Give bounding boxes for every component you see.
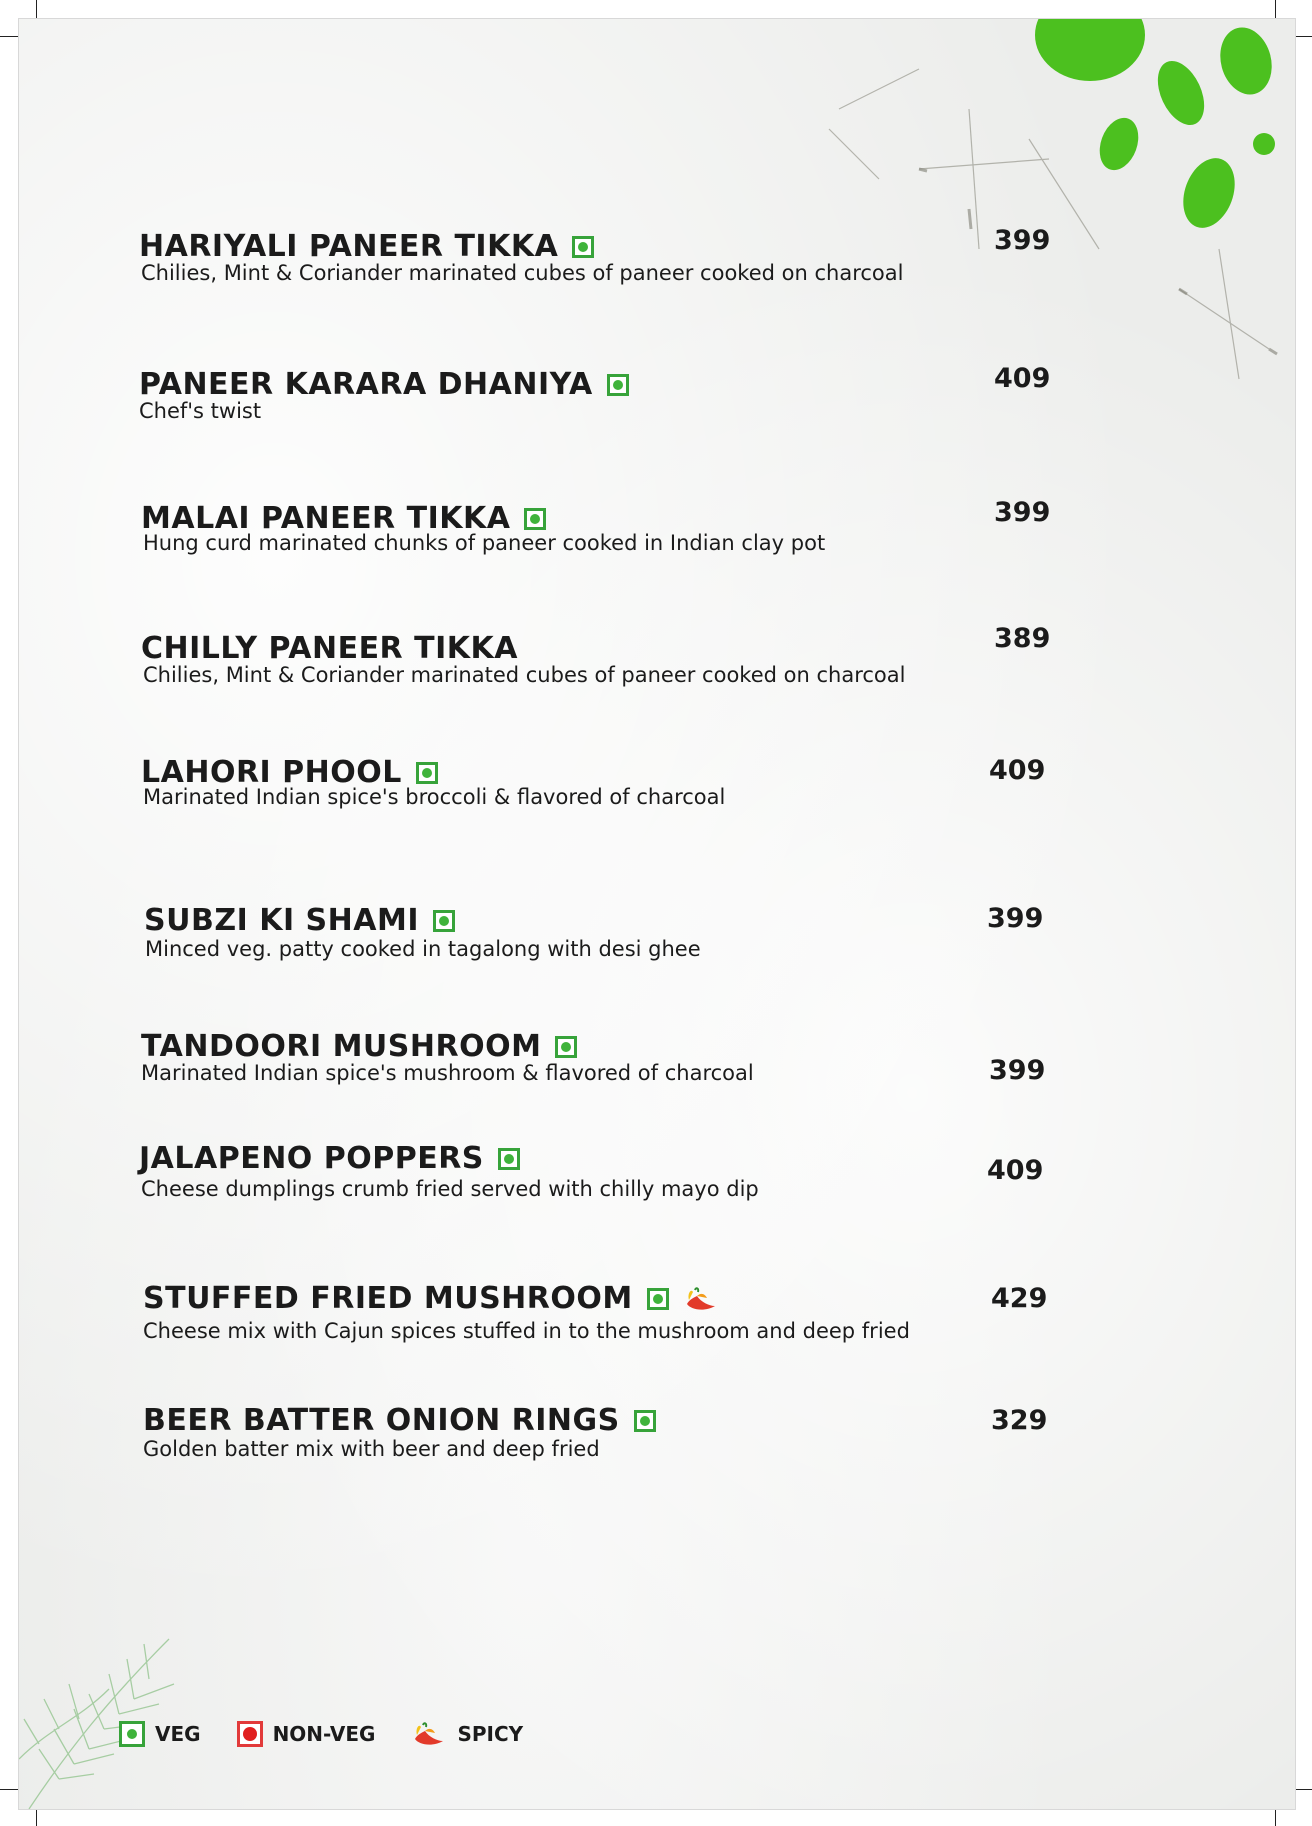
item-description: Cheese dumplings crumb fried served with chilly mayo dip	[141, 1177, 759, 1201]
item-name: HARIYALI PANEER TIKKA	[139, 229, 559, 264]
veg-mark-icon	[119, 1721, 145, 1747]
menu-page	[18, 18, 1296, 1810]
fern-decoration	[19, 1579, 219, 1809]
item-name: LAHORI PHOOL	[141, 755, 402, 790]
item-description: Marinated Indian spice's mushroom & flavored of charcoal	[141, 1061, 754, 1085]
item-description: Minced veg. patty cooked in tagalong with desi ghee	[145, 937, 701, 961]
chili-pepper-icon	[411, 1719, 447, 1749]
crop-mark	[1275, 0, 1276, 18]
crop-mark	[1294, 36, 1312, 37]
item-name: SUBZI KI SHAMI	[144, 903, 419, 938]
crop-mark	[36, 1808, 37, 1826]
item-name: CHILLY PANEER TIKKA	[141, 631, 518, 666]
veg-mark-icon	[634, 1410, 656, 1432]
item-price: 429	[991, 1283, 1048, 1314]
item-price: 329	[991, 1405, 1048, 1436]
veg-mark-icon	[498, 1148, 520, 1170]
item-name: BEER BATTER ONION RINGS	[143, 1403, 620, 1438]
legend	[119, 1719, 549, 1749]
item-price: 409	[987, 1155, 1044, 1186]
crop-mark	[1294, 1789, 1312, 1790]
crop-mark	[1275, 1808, 1276, 1826]
crop-mark	[0, 36, 18, 37]
item-name: MALAI PANEER TIKKA	[141, 501, 511, 536]
legend-spicy-label: SPICY	[457, 1722, 524, 1746]
legend-veg-label: VEG	[155, 1722, 201, 1746]
item-name: TANDOORI MUSHROOM	[141, 1029, 542, 1064]
item-description: Chilies, Mint & Coriander marinated cubes of paneer cooked on charcoal	[143, 663, 906, 687]
item-name: STUFFED FRIED MUSHROOM	[143, 1281, 633, 1316]
item-description: Chilies, Mint & Coriander marinated cubes of paneer cooked on charcoal	[141, 261, 904, 285]
item-price: 409	[994, 363, 1051, 394]
veg-mark-icon	[433, 910, 455, 932]
item-description: Marinated Indian spice's broccoli & flavored of charcoal	[143, 785, 726, 809]
item-name: JALAPENO POPPERS	[139, 1141, 484, 1176]
item-description: Chef's twist	[139, 399, 262, 423]
veg-mark-icon	[572, 236, 594, 258]
chili-pepper-icon	[683, 1284, 719, 1314]
veg-mark-icon	[607, 374, 629, 396]
item-price: 389	[994, 623, 1051, 654]
veg-mark-icon	[524, 508, 546, 530]
crop-mark	[0, 1789, 18, 1790]
crop-mark	[36, 0, 37, 18]
item-description: Cheese mix with Cajun spices stuffed in to the mushroom and deep fried	[143, 1319, 910, 1343]
item-price: 399	[994, 497, 1051, 528]
item-name: PANEER KARARA DHANIYA	[139, 367, 593, 402]
veg-mark-icon	[555, 1036, 577, 1058]
non-veg-mark-icon	[237, 1721, 263, 1747]
item-price: 409	[989, 755, 1046, 786]
item-description: Golden batter mix with beer and deep fried	[143, 1437, 600, 1461]
item-description: Hung curd marinated chunks of paneer cooked in Indian clay pot	[143, 531, 826, 555]
item-price: 399	[989, 1055, 1046, 1086]
item-price: 399	[994, 225, 1051, 256]
item-price: 399	[987, 903, 1044, 934]
veg-mark-icon	[416, 762, 438, 784]
legend-non-veg-label: NON-VEG	[272, 1722, 376, 1746]
veg-mark-icon	[647, 1288, 669, 1310]
